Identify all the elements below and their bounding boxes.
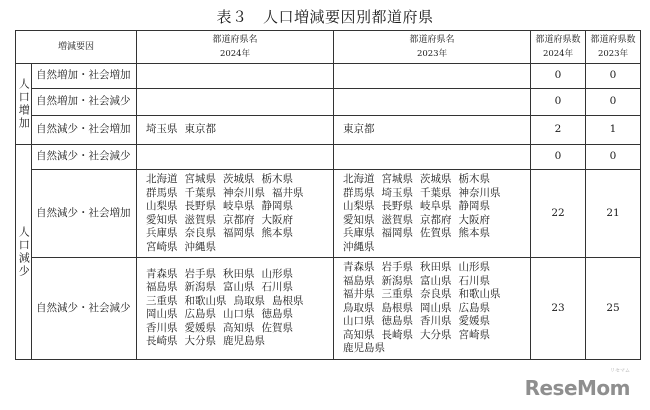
prefs-2023-cell bbox=[334, 145, 531, 170]
prefecture-name: 愛媛県 bbox=[184, 321, 217, 334]
prefecture-name: 岩手県 bbox=[184, 267, 217, 280]
prefecture-name: 福島県 bbox=[146, 281, 178, 294]
factor-cell: 自然増加・社会増加 bbox=[32, 64, 137, 89]
prefs-2024-cell bbox=[137, 89, 334, 116]
prefecture-name: 和歌山県 bbox=[458, 288, 501, 300]
prefs-2023-cell bbox=[334, 258, 531, 360]
prefecture-name: 東京都 bbox=[184, 123, 217, 136]
prefecture-name: 岩手県 bbox=[381, 261, 414, 273]
count-2024-cell: 22 bbox=[531, 170, 586, 258]
count-2024-cell: 2 bbox=[531, 116, 586, 145]
factor-cell: 自然増加・社会減少 bbox=[32, 89, 137, 116]
factor-cell: 自然減少・社会減少 bbox=[32, 145, 137, 170]
prefs-2024-cell bbox=[137, 145, 334, 170]
prefecture-name: 宮城県 bbox=[184, 173, 217, 185]
prefecture-name: 香川県 bbox=[420, 315, 452, 327]
count-2023-cell: 21 bbox=[586, 170, 641, 258]
table-row bbox=[16, 145, 641, 170]
prefecture-name: 福井県 bbox=[343, 288, 375, 300]
prefecture-name: 山形県 bbox=[458, 261, 491, 273]
prefecture-name: 北海道 bbox=[343, 173, 375, 185]
prefecture-name: 広島県 bbox=[184, 308, 217, 321]
prefecture-name: 群馬県 bbox=[146, 186, 178, 199]
prefecture-name: 愛知県 bbox=[343, 213, 375, 226]
prefecture-name: 大阪府 bbox=[458, 213, 491, 226]
prefecture-name: 長崎県 bbox=[381, 328, 414, 341]
prefecture-name: 大分県 bbox=[184, 335, 217, 348]
prefecture-name: 山梨県 bbox=[146, 200, 178, 212]
prefecture-name: 栃木県 bbox=[261, 173, 294, 185]
prefecture-name: 岡山県 bbox=[420, 301, 452, 314]
prefecture-name: 広島県 bbox=[458, 301, 491, 314]
prefecture-table bbox=[15, 30, 641, 360]
prefecture-name: 宮崎県 bbox=[146, 240, 178, 253]
count-2023-cell: 25 bbox=[586, 258, 641, 360]
count-2023-cell: 1 bbox=[586, 116, 641, 145]
prefecture-name: 福島県 bbox=[343, 274, 375, 287]
prefecture-name: 埼玉県 bbox=[146, 123, 178, 136]
prefecture-name: 熊本県 bbox=[261, 227, 294, 239]
prefecture-name: 長野県 bbox=[381, 200, 414, 212]
prefecture-name: 青森県 bbox=[343, 261, 375, 273]
prefecture-name: 徳島県 bbox=[261, 308, 294, 321]
group-label-decrease: 人口減少 bbox=[16, 145, 32, 360]
prefs-2023-cell bbox=[334, 116, 531, 145]
header-count-2024: 都道府県数 2024年 bbox=[531, 31, 586, 64]
prefecture-name: 茨城県 bbox=[223, 173, 255, 185]
header-prefs-2024: 都道府県名 2024年 bbox=[137, 31, 334, 64]
prefecture-name: 大阪府 bbox=[261, 213, 294, 226]
prefecture-name: 三重県 bbox=[146, 294, 178, 307]
table-row bbox=[16, 116, 641, 145]
prefecture-name: 宮崎県 bbox=[458, 328, 491, 341]
prefecture-name: 京都府 bbox=[223, 213, 255, 226]
prefecture-name: 鳥取県 bbox=[343, 301, 375, 314]
prefs-2023-cell bbox=[334, 170, 531, 258]
factor-cell: 自然減少・社会増加 bbox=[32, 170, 137, 258]
prefecture-name: 佐賀県 bbox=[261, 321, 294, 334]
prefecture-name: 石川県 bbox=[458, 274, 491, 287]
prefecture-name: 奈良県 bbox=[420, 288, 452, 300]
prefecture-name: 福井県 bbox=[272, 186, 304, 199]
prefecture-name: 山口県 bbox=[223, 308, 255, 321]
prefecture-name: 岐阜県 bbox=[223, 200, 255, 212]
prefecture-name: 島根県 bbox=[272, 294, 304, 307]
group-label-increase: 人口増加 bbox=[16, 64, 32, 145]
prefecture-name: 高知県 bbox=[223, 321, 255, 334]
count-2024-cell: 0 bbox=[531, 145, 586, 170]
prefecture-name: 徳島県 bbox=[381, 315, 414, 327]
count-2024-cell: 23 bbox=[531, 258, 586, 360]
prefecture-name: 兵庫県 bbox=[146, 227, 178, 239]
prefecture-name: 北海道 bbox=[146, 173, 178, 185]
prefecture-name: 千葉県 bbox=[420, 186, 452, 199]
prefecture-name: 青森県 bbox=[146, 267, 178, 280]
count-2024-cell: 0 bbox=[531, 89, 586, 116]
table-row bbox=[16, 170, 641, 258]
prefecture-name: 埼玉県 bbox=[381, 186, 414, 199]
prefecture-name: 山梨県 bbox=[343, 200, 375, 212]
prefecture-name: 沖縄県 bbox=[343, 240, 375, 253]
table-title: 表３ 人口増減要因別都道府県 bbox=[216, 8, 434, 26]
prefecture-name: 福岡県 bbox=[223, 227, 255, 239]
prefecture-name: 岐阜県 bbox=[420, 200, 452, 212]
prefs-2024-cell bbox=[137, 258, 334, 360]
prefecture-name: 三重県 bbox=[381, 288, 414, 300]
prefecture-name: 鳥取県 bbox=[233, 294, 266, 307]
prefecture-name: 熊本県 bbox=[458, 227, 491, 239]
prefecture-name: 岡山県 bbox=[146, 308, 178, 321]
prefs-2023-cell bbox=[334, 64, 531, 89]
count-2024-cell: 0 bbox=[531, 64, 586, 89]
count-2023-cell: 0 bbox=[586, 64, 641, 89]
prefecture-name: 東京都 bbox=[343, 123, 375, 136]
resemom-logo: ReseMom bbox=[524, 376, 630, 400]
prefecture-name: 富山県 bbox=[420, 274, 452, 287]
header-row bbox=[16, 31, 641, 64]
prefecture-name: 愛知県 bbox=[146, 213, 178, 226]
prefecture-name: 大分県 bbox=[420, 328, 452, 341]
prefecture-name: 兵庫県 bbox=[343, 227, 375, 239]
prefecture-name: 佐賀県 bbox=[420, 227, 452, 239]
prefecture-name: 新潟県 bbox=[184, 281, 217, 294]
prefecture-name: 栃木県 bbox=[458, 173, 491, 185]
prefecture-name: 千葉県 bbox=[184, 186, 217, 199]
prefecture-name: 高知県 bbox=[343, 328, 375, 341]
prefecture-name: 群馬県 bbox=[343, 186, 375, 199]
prefecture-name: 山口県 bbox=[343, 315, 375, 327]
prefecture-name: 石川県 bbox=[261, 281, 294, 294]
factor-cell: 自然減少・社会増加 bbox=[32, 116, 137, 145]
prefecture-name: 長野県 bbox=[184, 200, 217, 212]
prefecture-name: 秋田県 bbox=[420, 261, 452, 273]
prefecture-name: 山形県 bbox=[261, 267, 294, 280]
prefecture-name: 神奈川県 bbox=[458, 186, 501, 199]
prefecture-name: 新潟県 bbox=[381, 274, 414, 287]
prefecture-name: 静岡県 bbox=[261, 200, 294, 212]
factor-cell: 自然減少・社会減少 bbox=[32, 258, 137, 360]
prefs-2024-cell bbox=[137, 64, 334, 89]
prefecture-name: 神奈川県 bbox=[223, 186, 266, 199]
table-row bbox=[16, 89, 641, 116]
prefecture-name: 愛媛県 bbox=[458, 315, 491, 327]
count-2023-cell: 0 bbox=[586, 145, 641, 170]
prefecture-name: 茨城県 bbox=[420, 173, 452, 185]
prefs-2023-cell bbox=[334, 89, 531, 116]
prefecture-name: 滋賀県 bbox=[184, 213, 217, 226]
prefecture-name: 長崎県 bbox=[146, 335, 178, 348]
prefs-2024-cell bbox=[137, 170, 334, 258]
prefecture-name: 宮城県 bbox=[381, 173, 414, 185]
prefecture-name: 富山県 bbox=[223, 281, 255, 294]
prefecture-name: 鹿児島県 bbox=[343, 342, 386, 354]
count-2023-cell: 0 bbox=[586, 89, 641, 116]
prefecture-name: 滋賀県 bbox=[381, 213, 414, 226]
prefecture-name: 和歌山県 bbox=[184, 294, 227, 307]
prefecture-name: 静岡県 bbox=[458, 200, 491, 212]
prefecture-name: 奈良県 bbox=[184, 227, 217, 239]
header-prefs-2023: 都道府県名 2023年 bbox=[334, 31, 531, 64]
prefecture-name: 沖縄県 bbox=[184, 240, 217, 253]
prefecture-name: 鹿児島県 bbox=[223, 335, 266, 348]
prefecture-name: 京都府 bbox=[420, 213, 452, 226]
prefs-2024-cell bbox=[137, 116, 334, 145]
prefecture-name: 島根県 bbox=[381, 301, 414, 314]
prefecture-name: 香川県 bbox=[146, 321, 178, 334]
watermark-sub: リセマム bbox=[610, 368, 630, 374]
header-count-2023: 都道府県数 2023年 bbox=[586, 31, 641, 64]
header-factor: 増減要因 bbox=[16, 31, 137, 64]
prefecture-name: 福岡県 bbox=[381, 227, 414, 239]
table-row bbox=[16, 258, 641, 360]
table-row bbox=[16, 64, 641, 89]
prefecture-name: 秋田県 bbox=[223, 267, 255, 280]
